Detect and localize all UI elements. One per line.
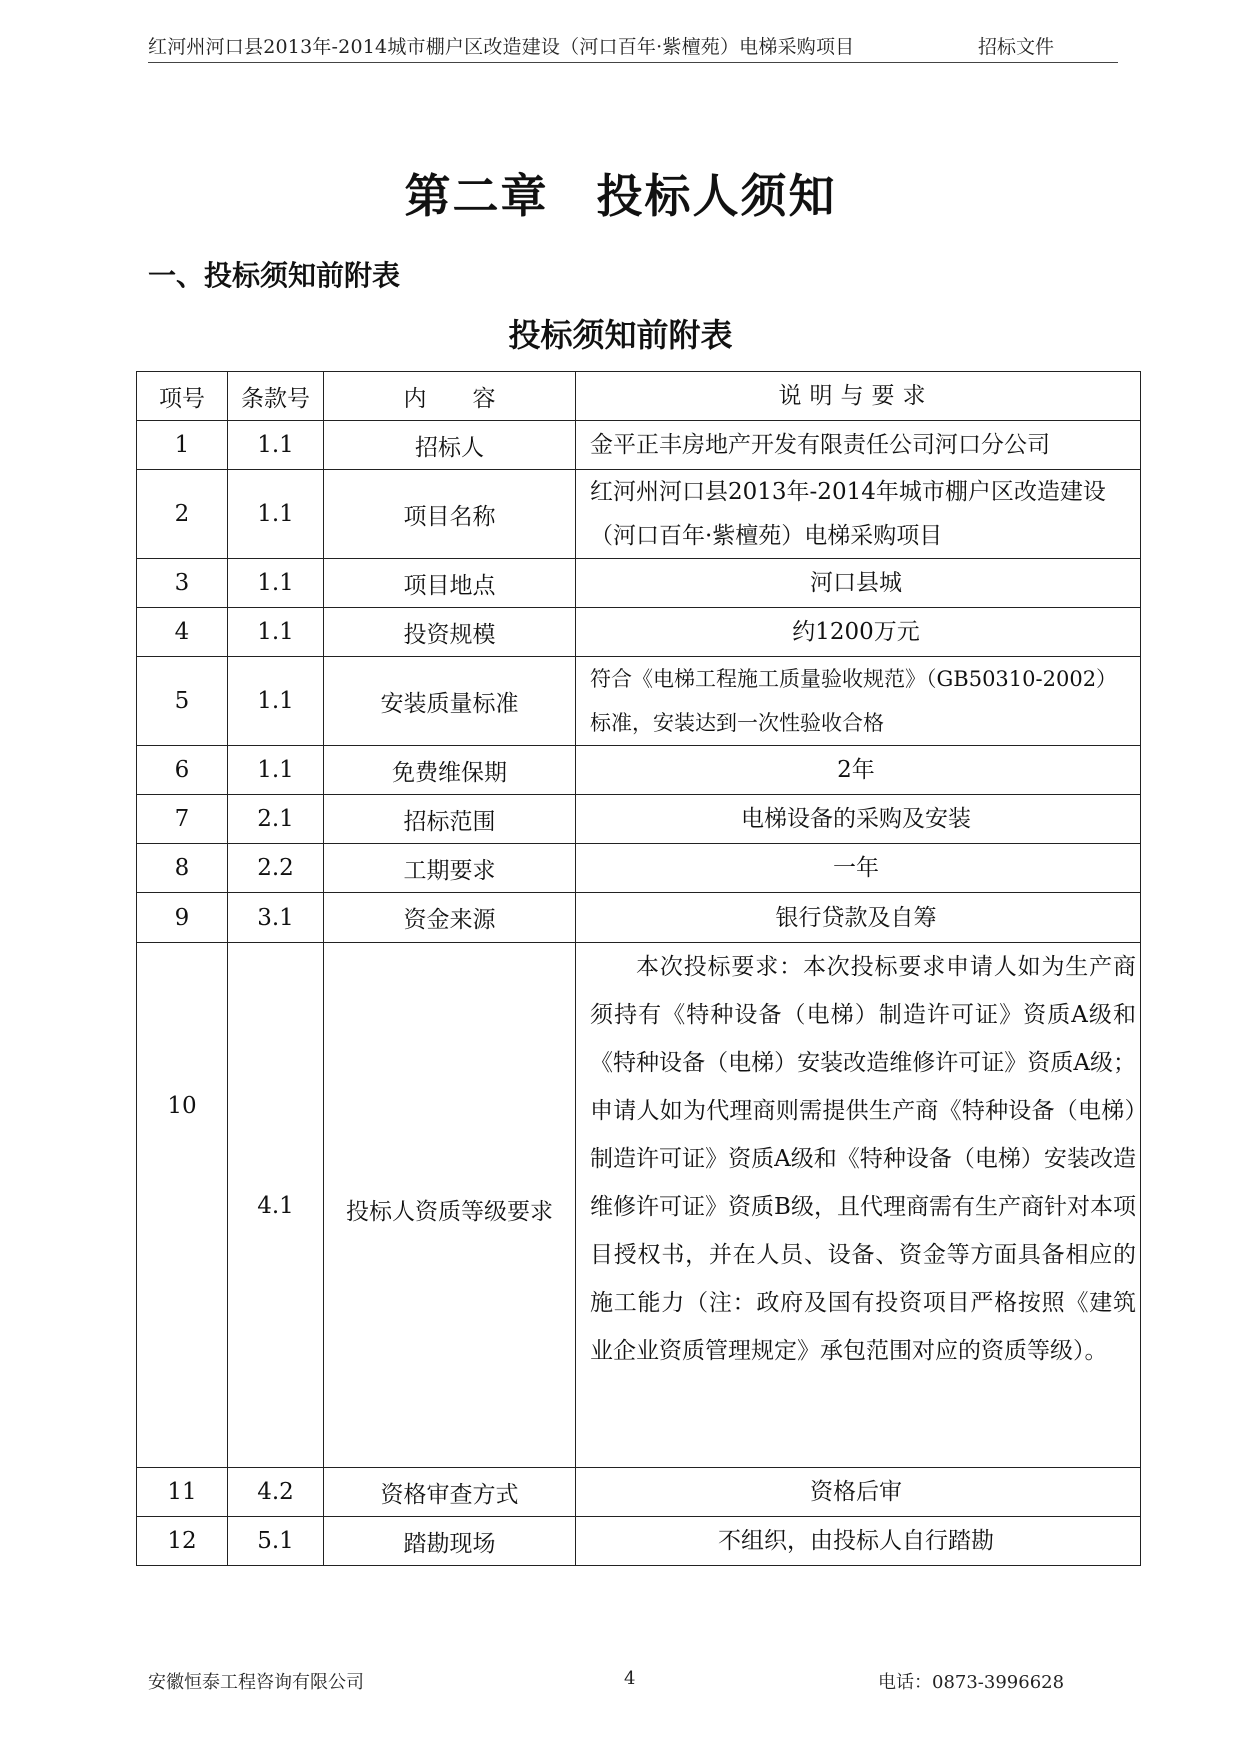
table-row (137, 608, 1141, 657)
chapter-number: 第二章 (404, 169, 549, 223)
row-clause-no: 2.1 (228, 795, 324, 844)
table-row (137, 844, 1141, 893)
table-row (137, 559, 1141, 608)
row-clause-no: 1.1 (228, 421, 324, 470)
row-clause-no: 1.1 (228, 470, 324, 559)
row-content: 项目地点 (324, 559, 576, 608)
row-content: 招标范围 (324, 795, 576, 844)
table-row (137, 1468, 1141, 1517)
row-content: 踏勘现场 (324, 1517, 576, 1566)
table-row (137, 657, 1141, 746)
chapter-title (0, 160, 1241, 226)
row-content: 项目名称 (324, 470, 576, 559)
row-description: 符合《电梯工程施工质量验收规范》（GB50310-2002）标准，安装达到一次性验收合格 (576, 657, 1141, 746)
row-item-no: 1 (137, 421, 228, 470)
header-description: 说明与要求 (576, 372, 1141, 421)
row-content: 投资规模 (324, 608, 576, 657)
footer-company: 安徽恒泰工程咨询有限公司 (148, 1672, 364, 1693)
table-header-row (137, 372, 1141, 421)
row-clause-no: 4.1 (228, 943, 324, 1468)
row-description: 不组织，由投标人自行踏勘 (576, 1517, 1141, 1566)
row-item-no: 10 (137, 943, 228, 1468)
table-title: 投标须知前附表 (508, 316, 733, 354)
row-description: 金平正丰房地产开发有限责任公司河口分公司 (576, 421, 1141, 470)
row-content: 免费维保期 (324, 746, 576, 795)
row-description: 电梯设备的采购及安装 (576, 795, 1141, 844)
header-content: 内 容 (324, 372, 576, 421)
row-description: 2年 (576, 746, 1141, 795)
row-clause-no: 1.1 (228, 746, 324, 795)
row-clause-no: 5.1 (228, 1517, 324, 1566)
row-item-no: 8 (137, 844, 228, 893)
requirements-table (136, 371, 1141, 1566)
row-content: 资金来源 (324, 893, 576, 943)
row-description: 银行贷款及自筹 (576, 893, 1141, 943)
header-item-no: 项号 (137, 372, 228, 421)
table-row (137, 795, 1141, 844)
row-item-no: 6 (137, 746, 228, 795)
chapter-name: 投标人须知 (596, 169, 837, 223)
table-row (137, 893, 1141, 943)
table-row (137, 1517, 1141, 1566)
row-content: 安装质量标准 (324, 657, 576, 746)
row-clause-no: 3.1 (228, 893, 324, 943)
row-item-no: 9 (137, 893, 228, 943)
row-clause-no: 2.2 (228, 844, 324, 893)
header-doc-type: 招标文件 (978, 36, 1055, 58)
row-description: 本次投标要求：本次投标要求申请人如为生产商须持有《特种设备（电梯）制造许可证》资质A级和《特种设备（电梯）安装改造维修许可证》资质A级；申请人如为代理商则需提供生产商《特种设备（电梯）制造许可证》资质A级和《特种设备（电梯）安装改造维修许可证》资质B级，且代理商需有生产商针对本项目授权书，并在人员、设备、资金等方面具备相应的施工能力（注：政府及国有投资项目严格按照《建筑业企业资质管理规定》承包范围对应的资质等级）。 (576, 943, 1141, 1468)
row-description: 一年 (576, 844, 1141, 893)
row-item-no: 7 (137, 795, 228, 844)
row-description: 红河州河口县2013年-2014年城市棚户区改造建设（河口百年·紫檀苑）电梯采购项目 (576, 470, 1141, 559)
row-clause-no: 1.1 (228, 657, 324, 746)
row-content: 投标人资质等级要求 (324, 943, 576, 1468)
table-row (137, 470, 1141, 559)
row-content: 招标人 (324, 421, 576, 470)
row-item-no: 5 (137, 657, 228, 746)
header-title: 红河州河口县2013年-2014城市棚户区改造建设（河口百年·紫檀苑）电梯采购项目 (148, 36, 855, 58)
footer-phone: 电话：0873-3996628 (878, 1672, 1065, 1693)
row-clause-no: 4.2 (228, 1468, 324, 1517)
row-description: 约1200万元 (576, 608, 1141, 657)
table-row (137, 421, 1141, 470)
row-item-no: 11 (137, 1468, 228, 1517)
page-header (148, 28, 1118, 63)
table-row (137, 943, 1141, 1468)
row-content: 工期要求 (324, 844, 576, 893)
table-row (137, 746, 1141, 795)
row-item-no: 12 (137, 1517, 228, 1566)
row-clause-no: 1.1 (228, 608, 324, 657)
row-description: 资格后审 (576, 1468, 1141, 1517)
row-item-no: 2 (137, 470, 228, 559)
row-item-no: 3 (137, 559, 228, 608)
row-description: 河口县城 (576, 559, 1141, 608)
header-clause-no: 条款号 (228, 372, 324, 421)
footer-page-number: 4 (624, 1668, 636, 1689)
row-item-no: 4 (137, 608, 228, 657)
row-clause-no: 1.1 (228, 559, 324, 608)
section-heading: 一、投标须知前附表 (148, 259, 401, 292)
row-content: 资格审查方式 (324, 1468, 576, 1517)
